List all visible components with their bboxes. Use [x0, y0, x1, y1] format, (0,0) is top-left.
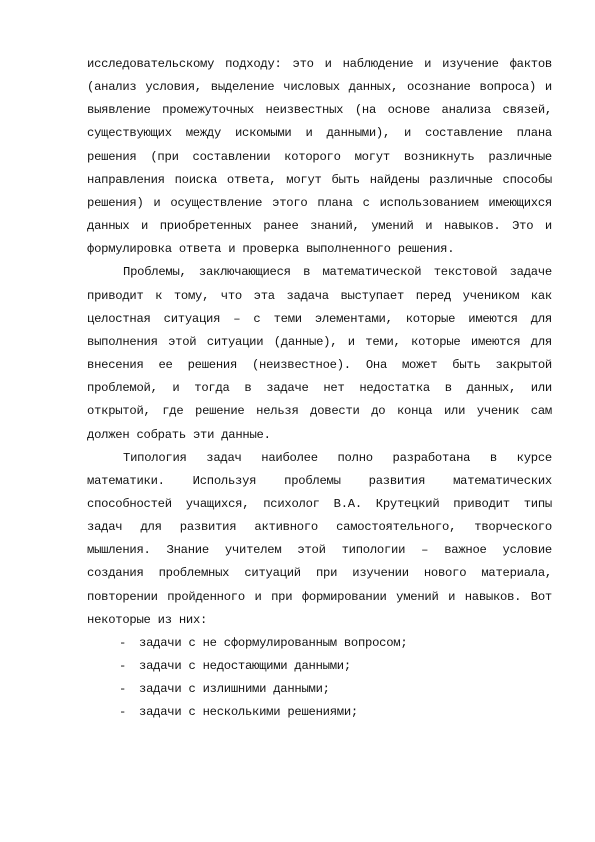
list-item-text: задачи с недостающими данными; — [139, 659, 351, 674]
paragraph-text-problems: Проблемы, заключающиеся в математической текстовой задаче приводит к тому, что эта задача выступает перед учеником как целостная ситуация – с теми элементами, которые имеются для выполнения этой ситуации (данные), и теми, которые имеются для внесения ее решения (неизвестное). Она может быть закрытой проблемой, и тогда в задаче нет недостатка в данных, или открытой, где решение нельзя довести до конца или ученик сам должен собрать эти данные. — [87, 265, 552, 442]
task-types-list — [87, 632, 552, 725]
list-item — [87, 632, 552, 655]
list-bullet: - — [119, 682, 127, 697]
list-item — [87, 701, 552, 724]
list-item — [87, 655, 552, 678]
list-bullet: - — [119, 659, 127, 674]
list-bullet: - — [119, 635, 127, 650]
paragraph-research-approach: исследовательскому подходу: это и наблюдение и изучение фактов (анализ условия, выделение числовых данных, осознание вопроса) и выявление промежуточных неизвестных (на основе анализа связей, существующих между искомыми и данными), и составление плана решения (при составлении которого могут возникнуть различные направления поиска ответа, могут быть найдены различные способы решения) и осуществление этого плана с использованием имеющихся данных и приобретенных ранее знаний, умений и навыков. Это и формулировка ответа и проверка выполненного решения. — [87, 57, 552, 257]
list-item — [87, 678, 552, 701]
list-bullet: - — [119, 705, 127, 720]
list-item-text: задачи с излишними данными; — [139, 682, 330, 697]
list-item-text: задачи с несколькими решениями; — [139, 705, 358, 720]
paragraph-task-typology: Типология задач наиболее полно разработана в курсе математики. Используя проблемы развития математических способностей учащихся, психолог В.А. Крутецкий приводит типы задач для развития активного самостоятельного, творческого мышления. Знание учителем этой типологии – важное условие создания проблемных ситуаций при изучении нового материала, повторении пройденного и при формировании умений и навыков. Вот некоторые из них: — [87, 450, 552, 627]
document-body — [87, 53, 552, 725]
list-item-text: задачи с не сформулированным вопросом; — [139, 635, 408, 650]
